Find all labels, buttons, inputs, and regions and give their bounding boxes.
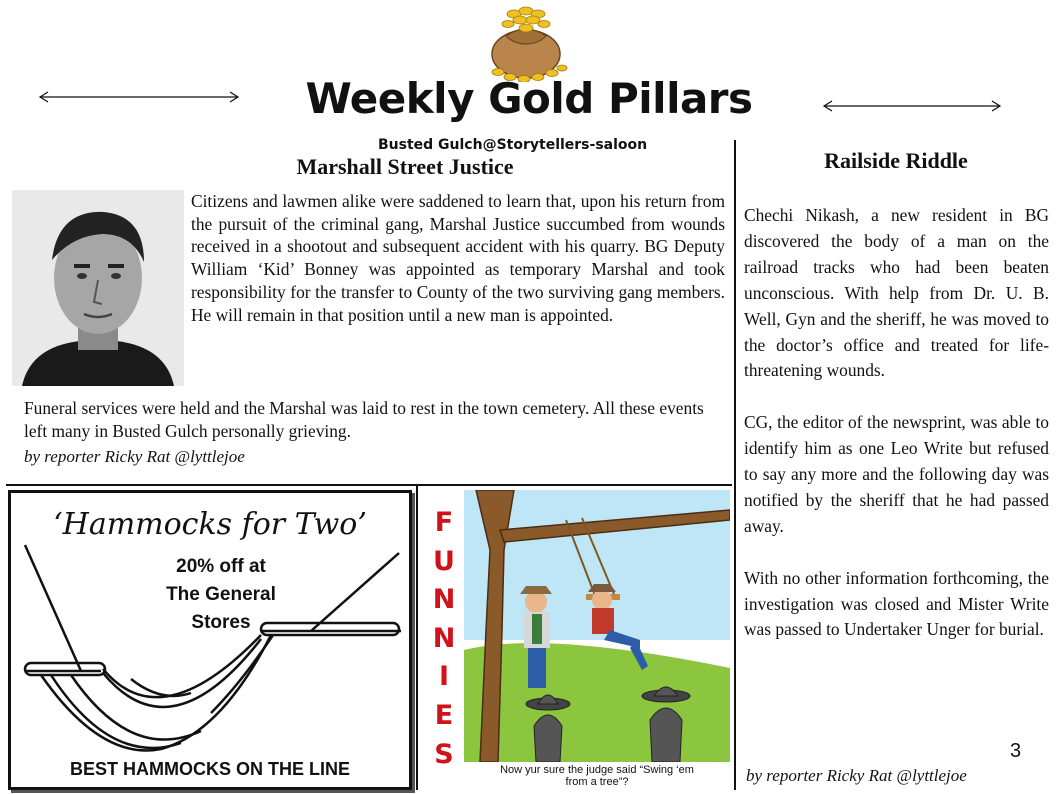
left-story-paragraph-2: Funeral services were held and the Marshal was laid to rest in the town cemetery. All these events left many in Busted Gulch personally grieving. xyxy=(24,398,704,441)
ad-offer-line-2: The General xyxy=(166,584,276,605)
masthead-title: Weekly Gold Pillars xyxy=(305,74,753,123)
funnies-letter: I xyxy=(438,661,450,693)
hammock-ad xyxy=(8,490,412,790)
gold-bag-illustration xyxy=(478,2,574,82)
right-headline: Railside Riddle xyxy=(824,148,968,173)
ad-divider xyxy=(416,486,418,790)
section-divider xyxy=(6,484,732,486)
ad-offer xyxy=(141,553,301,637)
marshal-portrait xyxy=(12,190,184,386)
page-number: 3 xyxy=(1010,740,1022,762)
left-byline: by reporter Ricky Rat @lyttlejoe xyxy=(24,447,245,466)
ad-offer-line-3: Stores xyxy=(191,612,251,633)
ad-tagline: BEST HAMMOCKS ON THE LINE xyxy=(69,759,350,779)
funnies-letter: N xyxy=(432,584,456,616)
funnies-cartoon xyxy=(464,490,730,762)
cartoon-caption xyxy=(464,764,730,788)
ad-offer-line-1: 20% off at xyxy=(176,556,266,577)
cartoon-caption-line-1: Now yur sure the judge said “Swing ‘em xyxy=(500,764,694,776)
funnies-letter: F xyxy=(434,507,454,538)
right-story xyxy=(744,203,1049,669)
ad-title: ‘Hammocks for Two’ xyxy=(53,507,367,542)
cartoon-caption-line-2: from a tree”? xyxy=(565,776,629,788)
column-divider xyxy=(734,140,736,790)
masthead-subline: Busted Gulch@Storytellers-saloon xyxy=(378,137,648,153)
funnies-letter: S xyxy=(434,738,454,770)
funnies-label xyxy=(430,504,458,774)
funnies-letter: U xyxy=(433,545,455,577)
left-story-paragraph-1: Citizens and lawmen alike were saddened to learn that, upon his return from the pursuit of the criminal gang, Marshal Justice succumbed from wounds received in a shootout and subsequent accident with his quarry. BG Deputy William ‘Kid’ Bonney was appointed as temporary Marshal and took responsibility for the transfer to County of the two surviving gang members. He will remain in that position until a new man is appointed. xyxy=(191,191,725,325)
funnies-letter: N xyxy=(432,622,456,654)
right-story-paragraph-3: With no other information forthcoming, the investigation was closed and Mister Write was passed to Undertaker Unger for burial. xyxy=(744,567,1049,640)
funnies-letter: E xyxy=(434,699,454,731)
left-headline: Marshall Street Justice xyxy=(296,154,514,179)
right-byline: by reporter Ricky Rat @lyttlejoe xyxy=(746,766,967,785)
right-story-paragraph-1: Chechi Nikash, a new resident in BG discovered the body of a man on the railroad tracks who had been beaten unconscious. With help from Dr. U. B. Well, Gyn and the sheriff, he was moved to the doctor’s office and treated for life-threatening wounds. xyxy=(744,205,1049,381)
right-story-paragraph-2: CG, the editor of the newsprint, was able to identify him as one Leo Write but refused to say any more and the following day was notified by the sheriff that he had passed away. xyxy=(744,412,1049,536)
